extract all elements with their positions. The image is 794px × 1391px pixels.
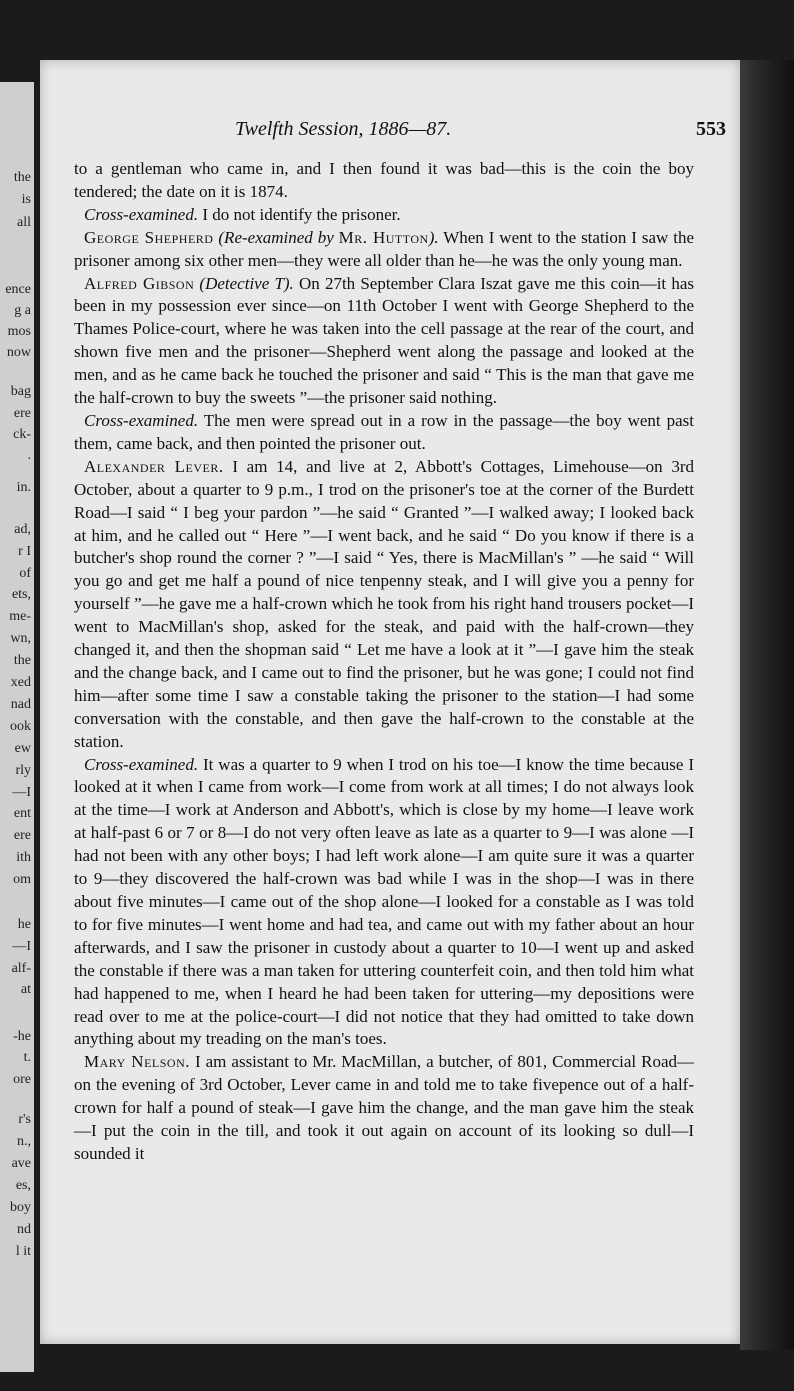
paragraph xyxy=(74,158,694,204)
page-number: 553 xyxy=(696,118,726,140)
margin-fragment: ook xyxy=(10,719,31,734)
speaker-name: Cross-examined. xyxy=(84,204,199,224)
paragraph-text: On 27th September Clara Iszat gave me this coin—it has been in my possession ever since—on 11th October I went with George Shepherd to the Thames Police-court, where he was taken into the cell passage at the rear of the court, and shown five men and the prisoner—Shepherd went along the passage and looked at the men, and as he came back he touched the prisoner and said “ This is the man that gave me the half-crown to buy the sweets ”—the prisoner said nothing. xyxy=(74,273,694,408)
paragraph-text: I am assistant to Mr. MacMillan, a butcher, of 801, Commercial Road—on the evening of 3rd October, Lever came in and told me to take fivepence out of a half-crown for half a pound of steak—I gave him the change, and the man gave him the steak—I put the coin in the till, and took it out again on account of its looking so dull—I sounded it xyxy=(74,1052,694,1163)
book-spine-edge xyxy=(740,60,794,1350)
speaker-name: Cross-examined. xyxy=(84,754,199,774)
margin-fragment: -he xyxy=(13,1029,31,1044)
margin-fragment: r I xyxy=(18,544,31,559)
paragraph xyxy=(74,410,694,456)
margin-fragment: . xyxy=(27,448,31,463)
margin-fragment: ore xyxy=(13,1072,31,1087)
book-page xyxy=(40,60,740,1344)
margin-fragment: of xyxy=(19,566,31,581)
margin-fragment: wn, xyxy=(10,631,31,646)
margin-fragment: alf- xyxy=(11,961,31,976)
margin-fragment: the xyxy=(13,653,31,668)
margin-fragment: the xyxy=(13,170,31,185)
body-text xyxy=(74,158,694,1166)
margin-fragment: l it xyxy=(15,1244,31,1259)
running-title: Twelfth Session, 1886—87. xyxy=(235,118,452,140)
margin-fragment: g a xyxy=(14,303,31,318)
paragraph-text: When I went to the station I saw the prisoner among six other men—they were all older than he—he was the only young man. xyxy=(74,227,695,270)
margin-fragment: in. xyxy=(16,480,31,495)
margin-fragment: ence xyxy=(5,282,31,297)
margin-fragment: ck- xyxy=(13,427,31,442)
margin-fragment: —I xyxy=(12,785,31,800)
margin-fragment: r's xyxy=(18,1112,31,1127)
paragraph xyxy=(74,456,694,754)
speaker-note-name: Mr. Hutton xyxy=(338,227,429,247)
paragraph xyxy=(74,754,694,1052)
speaker-name: Mary Nelson. xyxy=(84,1052,190,1072)
margin-fragment: ere xyxy=(13,828,31,843)
margin-fragment: nd xyxy=(17,1222,31,1237)
margin-fragment: n., xyxy=(17,1134,31,1149)
margin-fragment: ere xyxy=(13,406,31,421)
paragraph xyxy=(74,204,694,227)
margin-fragment: at xyxy=(20,982,31,997)
paragraph-text: It was a quarter to 9 when I trod on his toe—I know the time because I looked at it when I came from work—I come from work at all times; I do not always look at the time—I work at Anderson and Abbott's, which is close by my home—I leave work at half-past 6 or 7 or 8—I do not very often leave as late as a quarter to 9—I was alone —I had not been with any other boys; I had left work alone—I am quite sure it was a quarter to 9—they discovered the half-crown was bad while I was in the shop—I was in there about five minutes—I came out of the shop alone—I looked for a constable as I was told to for five minutes—I went home and had tea, and came out with my father about an hour afterwards, and I saw the prisoner in custody about a quarter to 10—I went up and asked the constable if there was a man taken for uttering counterfeit coin, and then told him what had happened to me, when I heard he had been taken for uttering—my depositions were read over to me at the police-court—I did not notice that they had omitted to take down anything about my treading on the man's toes. xyxy=(74,754,694,1049)
margin-fragment: all xyxy=(17,215,31,230)
speaker-name: Cross-examined. xyxy=(84,410,199,430)
margin-fragment: t. xyxy=(23,1050,31,1065)
margin-fragment: bag xyxy=(10,384,31,399)
margin-fragment: om xyxy=(13,872,31,887)
margin-fragment: ets, xyxy=(11,587,31,602)
speaker-note-end: ). xyxy=(428,227,439,247)
margin-fragment: now xyxy=(6,345,31,360)
speaker-name: Alexander Lever. xyxy=(84,456,224,476)
margin-fragment: boy xyxy=(10,1200,31,1215)
margin-fragment: ent xyxy=(13,806,31,821)
speaker-name: George Shepherd xyxy=(84,227,214,247)
margin-fragment: ad, xyxy=(14,522,31,537)
margin-fragment: nad xyxy=(10,697,31,712)
paragraph xyxy=(74,273,694,410)
margin-fragment: is xyxy=(21,192,31,207)
paragraph-text: The men were spread out in a row in the passage—the boy went past them, came back, and then pointed the prisoner out. xyxy=(74,410,694,453)
margin-fragment: ave xyxy=(11,1156,31,1171)
margin-fragment: mos xyxy=(7,324,31,339)
paragraph xyxy=(74,227,694,273)
speaker-note: (Re-examined by xyxy=(213,227,339,247)
speaker-note: (Detective T). xyxy=(194,273,294,293)
paragraph-text: I am 14, and live at 2, Abbott's Cottages, Limehouse—on 3rd October, about a quarter to 9 p.m., I trod on the prisoner's toe at the corner of the Burdett Road—I said “ I beg your pardon ”—he said “ Granted ”—I walked away; I looked back at him, and he called out “ Here ”—I went back, and he said “ Do you know if there is a butcher's shop round the corner ? ”—I said “ Yes, there is MacMillan's ” —he said “ Will you go and get me half a pound of nice tenpenny steak, and I will give you a penny for yourself ”—he gave me a half-crown which he took from his right hand trousers pocket—I went to MacMillan's shop, asked for the steak, and paid with the half-crown—they changed it, and then the shopman said “ Let me have a look at it ”—I gave him the steak and the change back, and I came out to find the prisoner, but he was gone; I could not find him—after some time I saw a constable taking the prisoner to the station—I had some conversation with the constable, and then gave the half-crown to the constable at the station. xyxy=(74,456,694,751)
facing-page-edge xyxy=(0,82,34,1372)
margin-fragment: me- xyxy=(9,609,31,624)
paragraph-text: to a gentleman who came in, and I then found it was bad—this is the coin the boy tendered; the date on it is 1874. xyxy=(74,159,694,201)
margin-fragment: he xyxy=(17,917,31,932)
paragraph xyxy=(74,1051,694,1166)
paragraph-text: I do not identify the prisoner. xyxy=(198,204,401,224)
margin-fragment: ith xyxy=(16,850,31,865)
running-header xyxy=(40,118,726,144)
margin-fragment: rly xyxy=(15,763,31,778)
margin-fragment: xed xyxy=(10,675,31,690)
margin-fragment: es, xyxy=(15,1178,31,1193)
margin-fragment: —I xyxy=(12,939,31,954)
margin-fragment: ew xyxy=(14,741,31,756)
speaker-name: Alfred Gibson xyxy=(84,273,195,293)
